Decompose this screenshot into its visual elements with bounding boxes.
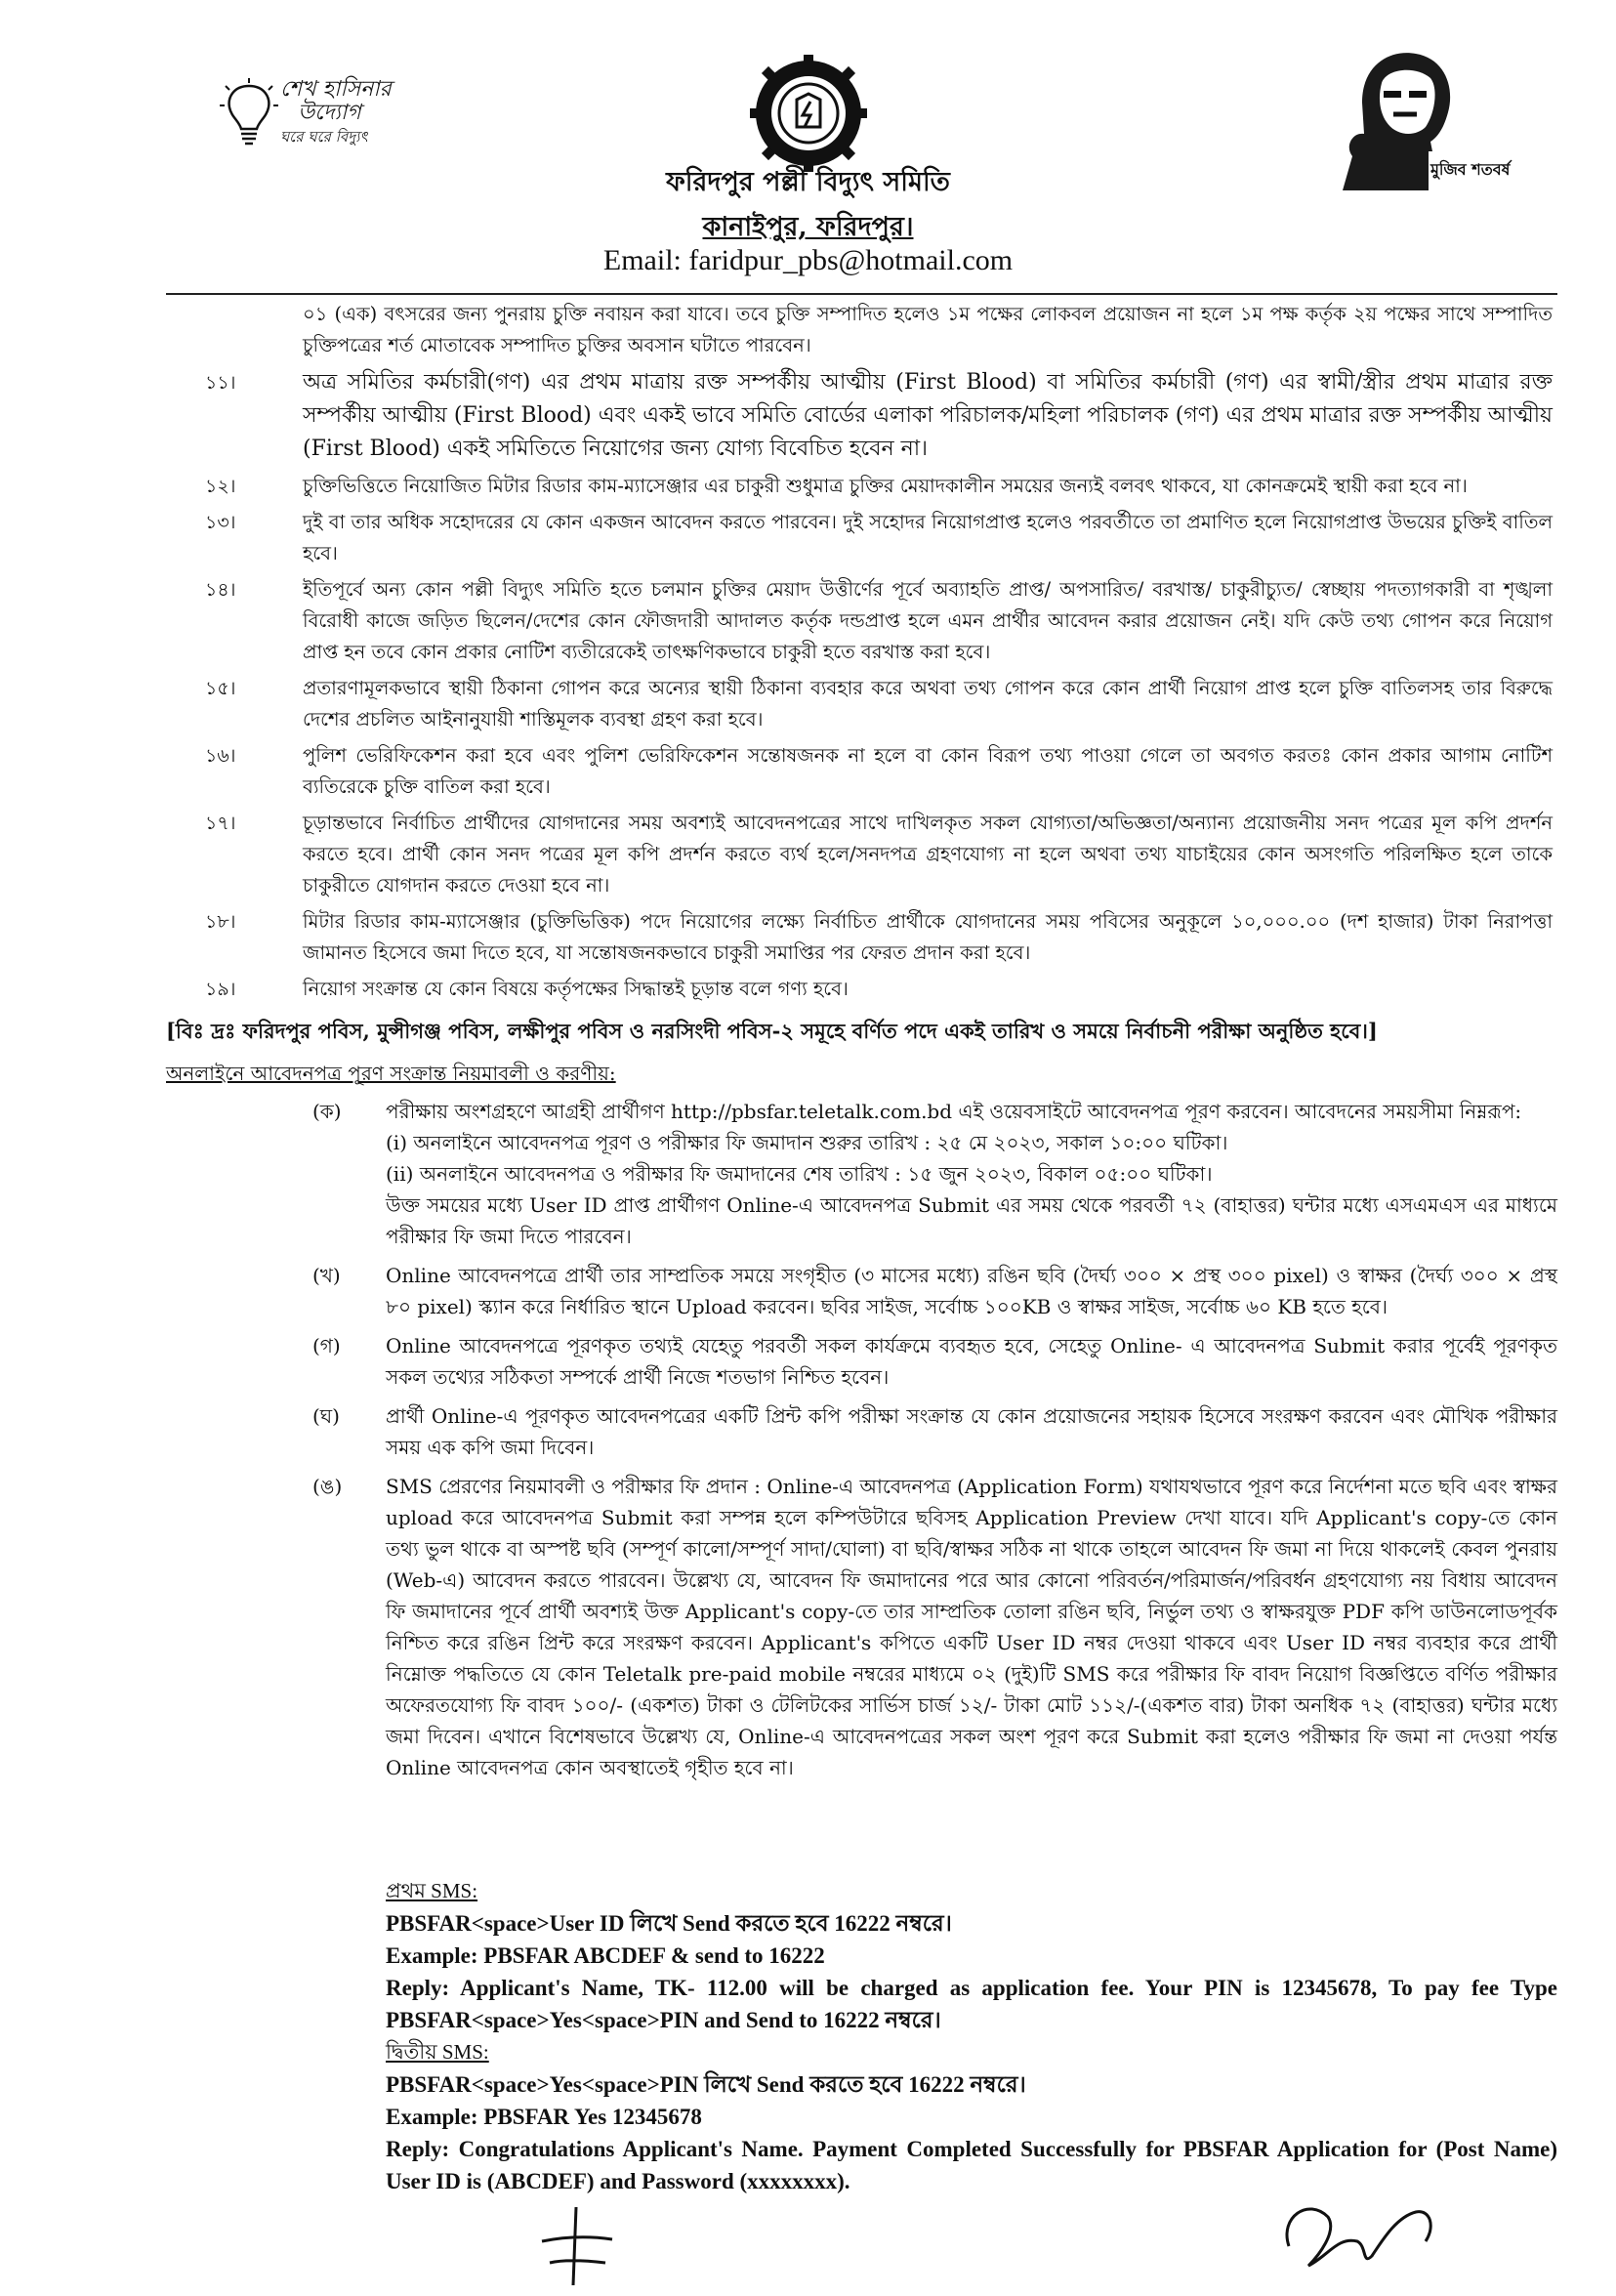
rule-key: (খ) xyxy=(312,1264,341,1287)
exam-notice: [বিঃ দ্রঃ ফরিদপুর পবিস, মুন্সীগঞ্জ পবিস, লক্ষীপুর পবিস ও নরসিংদী পবিস-২ সমূহে বর্ণিত পদে একই তারিখ ও সময়ে নির্বাচনী পরীক্ষা অনুষ্ঠিত হবে।] xyxy=(166,1019,1378,1043)
rule-line: Online আবেদনপত্রে পূরণকৃত তথ্যই যেহেতু পরবর্তী সকল কার্যক্রমে ব্যবহৃত হবে, সেহেতু Online- এ আবেদনপত্র Submit করার পূর্বেই পূরণকৃত সকল তথ্যের সঠিকতা সম্পর্কে প্রার্থী নিজে শতভাগ নিশ্চিত হবেন। xyxy=(386,1334,1557,1389)
clause-14 xyxy=(205,574,1553,668)
light-bulb-icon xyxy=(220,78,278,151)
rule-line: প্রার্থী Online-এ পূরণকৃত আবেদনপত্রের একটি প্রিন্ট কপি পরীক্ষা সংক্রান্ত যে কোন প্রয়োজনের সহায়ক হিসেবে সংরক্ষণ করবেন এবং মৌখিক পরীক্ষার সময় এক কপি জমা দিবেন। xyxy=(386,1404,1557,1459)
clause-number: ১২। xyxy=(205,476,236,497)
rule-line: Online আবেদনপত্রে প্রার্থী তার সাম্প্রতিক সময়ে সংগৃহীত (৩ মাসের মধ্যে) রঙিন ছবি (দৈর্ঘ্য ৩০০ × প্রস্থ ৩০০ pixel) ও স্বাক্ষর (দৈর্ঘ্য ৩০০ × প্রস্থ ৮০ pixel) স্ক্যান করে নির্ধারিত স্থানে Upload করবেন। ছবির সাইজ, সর্বোচ্চ ১০০KB ও স্বাক্ষর সাইজ, সর্বোচ্চ ৬০ KB হতে হবে। xyxy=(386,1264,1557,1318)
clause-18 xyxy=(205,906,1553,969)
rule-ka xyxy=(312,1096,1557,1252)
clause-text: চুক্তিভিত্তিতে নিয়োজিত মিটার রিডার কাম-ম্যাসেঞ্জার এর চাকুরী শুধুমাত্র চুক্তির মেয়াদকালীন সময়ের জন্যই বলবৎ থাকবে, যা কোনক্রমেই স্থায়ী করা হবে না। xyxy=(303,475,1468,497)
clause-number: ১৩। xyxy=(205,512,236,533)
clause-text: দুই বা তার অধিক সহোদরের যে কোন একজন আবেদন করতে পারবেন। দুই সহোদর নিয়োগপ্রাপ্ত হলেও পরবর্তীতে তা প্রমাণিত হলে নিয়োগপ্রাপ্ত উভয়ের চুক্তিই বাতিল হবে। xyxy=(303,511,1553,564)
org-name: ফরিদপুর পল্লী বিদ্যুৎ সমিতি xyxy=(666,167,950,197)
logo-line-1: শেখ হাসিনার xyxy=(280,77,392,102)
sms-instructions xyxy=(386,1875,1557,2197)
clause-text: মিটার রিডার কাম-ম্যাসেঞ্জার (চুক্তিভিত্তিক) পদে নিয়োগের লক্ষ্যে নির্বাচিত প্রার্থীকে যোগদানের সময় পবিসের অনুকূলে ১০,০০০.০০ (দশ হাজার) টাকা নিরাপত্তা জামানত হিসেবে জমা দিতে হবে, যা সন্তোষজনকভাবে চাকুরী সমাপ্তির পর ফেরত প্রদান করা হবে। xyxy=(303,910,1553,964)
first-sms-line: PBSFAR<space>User ID লিখে Send করতে হবে 16222 নম্বরে। xyxy=(386,1911,952,1936)
rule-uma xyxy=(312,1471,1557,1783)
rule-kha xyxy=(312,1260,1557,1322)
signature-left xyxy=(532,2202,620,2290)
second-sms-heading: দ্বিতীয় SMS: xyxy=(386,2040,489,2064)
clause-text: পুলিশ ভেরিফিকেশন করা হবে এবং পুলিশ ভেরিফিকেশন সন্তোষজনক না হলে বা কোন বিরূপ তথ্য পাওয়া গেলে তা অবগত করতঃ কোন প্রকার আগাম নোটিশ ব্যতিরেকে চুক্তি বাতিল করা হবে। xyxy=(303,744,1553,798)
clause-17 xyxy=(205,808,1553,901)
header-divider xyxy=(166,293,1557,295)
clause-number: ১১। xyxy=(205,372,236,394)
first-sms-reply: Reply: Applicant's Name, TK- 112.00 will be charged as application fee. Your PIN is 12345678, To pay fee Type PBSFAR<space>Yes<space>PIN and Send to 16222 নম্বরে। xyxy=(386,1976,1557,2032)
first-sms-example: Example: PBSFAR ABCDEF & send to 16222 xyxy=(386,1943,825,1968)
rule-line: (ii) অনলাইনে আবেদনপত্র ও পরীক্ষার ফি জমাদানের শেষ তারিখ : ১৫ জুন ২০২৩, বিকাল ০৫:০০ ঘটিকা। xyxy=(386,1162,1213,1186)
rule-key: (ক) xyxy=(312,1100,342,1123)
clause-16 xyxy=(205,740,1553,803)
clause-text: প্রতারণামূলকভাবে স্থায়ী ঠিকানা গোপন করে অন্যের স্থায়ী ঠিকানা ব্যবহার করে অথবা তথ্য গোপন করে কোন প্রার্থী নিয়োগ প্রাপ্ত হলে চুক্তি বাতিলসহ তার বিরুদ্ধে দেশের প্রচলিত আইনানুযায়ী শাস্তিমূলক ব্যবস্থা গ্রহণ করা হবে। xyxy=(303,677,1553,731)
rule-gha xyxy=(312,1400,1557,1463)
clause-text: ০১ (এক) বৎসরের জন্য পুনরায় চুক্তি নবায়ন করা যাবে। তবে চুক্তি সম্পাদিত হলেও ১ম পক্ষের লোকবল প্রয়োজন না হলে ১ম পক্ষ কর্তৃক ২য় পক্ষের সাথে সম্পাদিত চুক্তিপত্রের শর্ত মোতাবেক সম্পাদিত চুক্তির অবসান ঘটাতে পারবেন। xyxy=(303,303,1553,356)
clause-text: নিয়োগ সংক্রান্ত যে কোন বিষয়ে কর্তৃপক্ষের সিদ্ধান্তই চূড়ান্ত বলে গণ্য হবে। xyxy=(303,978,849,1000)
second-sms-line: PBSFAR<space>Yes<space>PIN লিখে Send করতে হবে 16222 নম্বরে। xyxy=(386,2072,1026,2097)
clause-15 xyxy=(205,673,1553,735)
first-sms-heading: প্রথম SMS: xyxy=(386,1879,478,1902)
clause-12 xyxy=(205,471,1553,502)
rule-key: (গ) xyxy=(312,1334,341,1357)
clause-19 xyxy=(205,974,1553,1005)
logo-line-3: ঘরে ঘরে বিদ্যুৎ xyxy=(280,128,368,146)
clause-11 xyxy=(205,366,1553,466)
online-application-rules xyxy=(312,1096,1557,1791)
signature-right xyxy=(1269,2188,1465,2285)
org-email: Email: faridpur_pbs@hotmail.com xyxy=(602,244,1014,276)
centenary-badge-text: মুজিব শতবর্ষ xyxy=(1430,160,1511,179)
clause-text: ইতিপূর্বে অন্য কোন পল্লী বিদ্যুৎ সমিতি হতে চলমান চুক্তির মেয়াদ উত্তীর্ণের পূর্বে অব্যাহতি প্রাপ্ত/ অপসারিত/ বরখাস্ত/ চাকুরীচ্যুত/ স্বেচ্ছায় পদত্যাগকারী বা শৃঙ্খলা বিরোধী কাজে জড়িত ছিলেন/দেশের কোন ফৌজদারী আদালত কর্তৃক দন্ডপ্রাপ্ত হলে এমন প্রার্থীর আবেদন করার প্রয়োজন নেই। যদি কেউ তথ্য গোপন করে নিয়োগ প্রাপ্ত হন তবে কোন প্রকার নোটিশ ব্যতীরেকেই তাৎক্ষণিকভাবে চাকুরী হতে বরখাস্ত করা হবে। xyxy=(303,578,1553,663)
second-sms-reply: Reply: Congratulations Applicant's Name. Payment Completed Successfully for PBSFAR Application for (Post Name) User ID is (ABCDEF) and Password (xxxxxxxx). xyxy=(386,2137,1557,2193)
rule-ga xyxy=(312,1330,1557,1393)
rule-line: (i) অনলাইনে আবেদনপত্র পূরণ ও পরীক্ষার ফি জমাদান শুরুর তারিখ : ২৫ মে ২০২৩, সকাল ১০:০০ ঘটিকা। xyxy=(386,1131,1228,1154)
clause-number: ১৫। xyxy=(205,678,236,699)
rule-line: পরীক্ষায় অংশগ্রহণে আগ্রহী প্রার্থীগণ http://pbsfar.teletalk.com.bd এই ওয়েবসাইটে আবেদনপত্র পূরণ করবেন। আবেদনের সময়সীমা নিম্নরূপ: xyxy=(386,1100,1522,1123)
rule-line: SMS প্রেরণের নিয়মাবলী ও পরীক্ষার ফি প্রদান : Online-এ আবেদনপত্র (Application Form) যথাযথভাবে পূরণ করে নির্দেশনা মতে ছবি এবং স্বাক্ষর upload করে আবেদনপত্র Submit করা সম্পন্ন হলে কম্পিউটারে ছবিসহ Application Preview দেখা যাবে। যদি Applicant's copy-তে কোন তথ্য ভুল থাকে বা অস্পষ্ট ছবি (সম্পূর্ণ কালো/সম্পূর্ণ সাদা/ঘোলা) বা ছবি/স্বাক্ষর সঠিক না থাকে তাহলে আবেদন ফি জমা না দিয়ে থাকলেই কেবল পুনরায় (Web-এ) আবেদন করতে পারবেন। উল্লেখ্য যে, আবেদন ফি জমাদানের পরে আর কোনো পরিবর্তন/পরিমার্জন/পরিবর্ধন গ্রহণযোগ্য নয় বিধায় আবেদন ফি জমাদানের পূর্বে প্রার্থী অবশ্যই উক্ত Applicant's copy-তে তার সাম্প্রতিক তোলা রঙিন ছবি, নির্ভুল তথ্য ও স্বাক্ষরযুক্ত PDF কপি ডাউনলোডপূর্বক নিশ্চিত করে রঙিন প্রিন্ট করে সংরক্ষণ করবেন। Applicant's কপিতে একটি User ID নম্বর দেওয়া থাকবে এবং User ID নম্বর ব্যবহার করে প্রার্থী নিম্নোক্ত পদ্ধতিতে যে কোন Teletalk pre-paid mobile নম্বরের মাধ্যমে ০২ (দুই)টি SMS করে পরীক্ষার ফি বাবদ নিয়োগ বিজ্ঞপ্তিতে বর্ণিত পরীক্ষার অফেরতযোগ্য ফি বাবদ ১০০/- (একশত) টাকা ও টেলিটকের সার্ভিস চার্জ ১২/- টাকা মোট ১১২/-(একশত বার) টাকা অনধিক ৭২ (বাহাত্তর) ঘন্টার মধ্যে জমা দিবেন। এখানে বিশেষভাবে উল্লেখ্য যে, Online-এ আবেদনপত্রের সকল অংশ পূরণ করে Submit করা হলেও পরীক্ষার ফি জমা না দেওয়া পর্যন্ত Online আবেদনপত্র কোন অবস্থাতেই গৃহীত হবে না। xyxy=(386,1475,1557,1779)
clause-number: ১৮। xyxy=(205,911,236,933)
sheikh-hasina-initiative-logo xyxy=(220,68,464,166)
pbs-emblem-logo xyxy=(750,55,867,177)
org-address: কানাইপুর, ফরিদপুর। xyxy=(702,212,914,242)
terms-clauses xyxy=(205,299,1553,1010)
clause-text: চূড়ান্তভাবে নির্বাচিত প্রার্থীদের যোগদানের সময় অবশ্যই আবেদনপত্রের সাথে দাখিলকৃত সকল যোগ্যতা/অভিজ্ঞতা/অন্যান্য প্রয়োজনীয় সনদ পত্রের মূল কপি প্রদর্শন করতে হবে। প্রার্থী কোন সনদ পত্রের মূল কপি প্রদর্শন করতে ব্যর্থ হলে/সনদপত্র গ্রহণযোগ্য না হলে অথবা তথ্য যাচাইয়ের কোন অসংগতি পরিলক্ষিত হলে তাকে চাকুরীতে যোগদান করতে দেওয়া হবে না। xyxy=(303,812,1553,897)
online-application-heading: অনলাইনে আবেদনপত্র পূরণ সংক্রান্ত নিয়মাবলী ও করণীয়: xyxy=(166,1062,616,1085)
second-sms-example: Example: PBSFAR Yes 12345678 xyxy=(386,2105,702,2129)
clause-text: অত্র সমিতির কর্মচারী(গণ) এর প্রথম মাত্রায় রক্ত সম্পর্কীয় আত্মীয় (First Blood) বা সমিতির কর্মচারী (গণ) এর স্বামী/স্ত্রীর প্রথম মাত্রার রক্ত সম্পর্কীয় আত্মীয় (First Blood) এবং একই ভাবে সমিতি বোর্ডের এলাকা পরিচালক/মহিলা পরিচালক (গণ) এর প্রথম মাত্রার রক্ত সম্পর্কীয় আত্মীয় (First Blood) একই সমিতিতে নিয়োগের জন্য যোগ্য বিবেচিত হবেন না। xyxy=(303,370,1553,461)
clause-number: ১৬। xyxy=(205,745,236,767)
logo-line-2: উদ্যোগ xyxy=(298,101,361,125)
clause-number: ১৭। xyxy=(205,813,236,834)
logo-text xyxy=(280,78,392,148)
rule-key: (ঙ) xyxy=(312,1475,343,1498)
clause-number: ১৯। xyxy=(205,979,236,1000)
rule-line: উক্ত সময়ের মধ্যে User ID প্রাপ্ত প্রার্থীগণ Online-এ আবেদনপত্র Submit এর সময় থেকে পরবর্তী ৭২ (বাহাত্তর) ঘন্টার মধ্যে এসএমএস এর মাধ্যমে পরীক্ষার ফি জমা দিতে পারবেন। xyxy=(386,1193,1557,1248)
clause-10-continuation xyxy=(205,299,1553,361)
rule-key: (ঘ) xyxy=(312,1404,340,1428)
clause-number: ১৪। xyxy=(205,579,236,601)
clause-13 xyxy=(205,507,1553,569)
